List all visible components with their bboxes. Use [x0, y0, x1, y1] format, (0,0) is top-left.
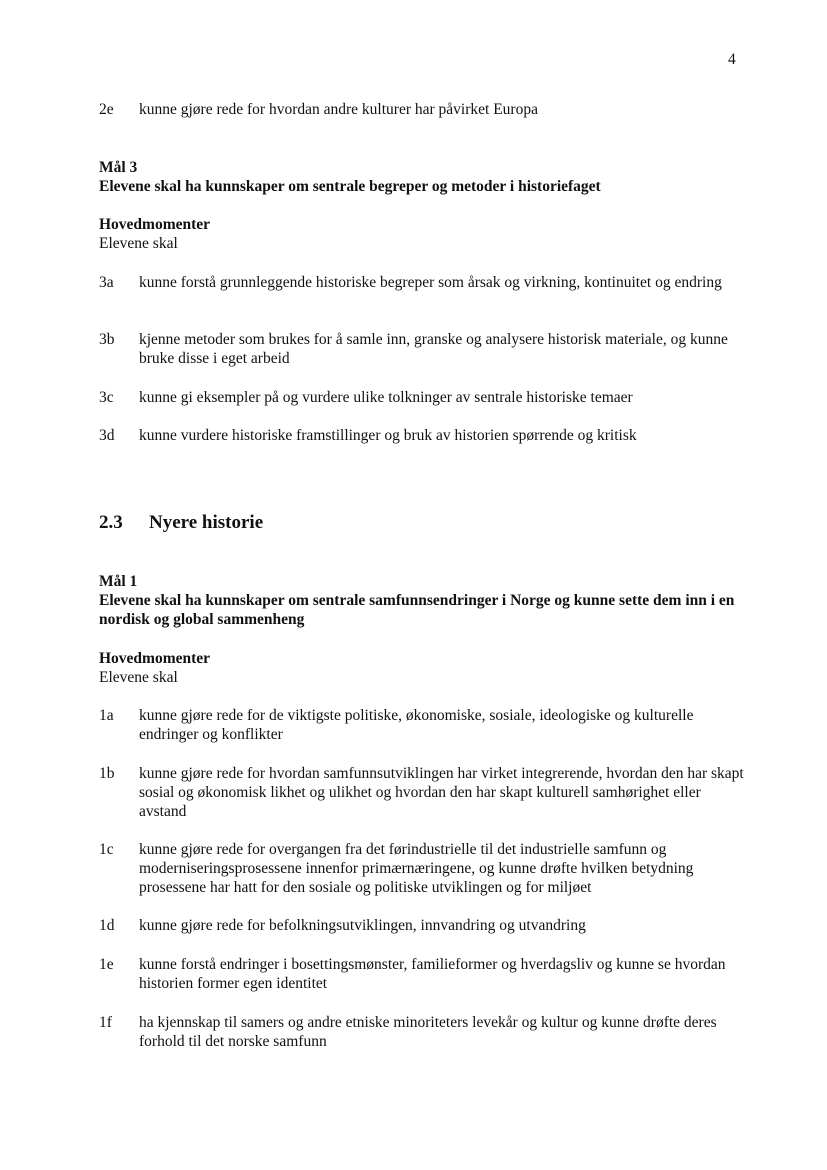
goal-item-1e: [99, 955, 749, 993]
item-text: kunne forstå grunnleggende historiske begreper som årsak og virkning, kontinuitet og endring: [139, 274, 722, 291]
goal1-subject: Elevene skal: [99, 669, 178, 686]
item-text: kunne gjøre rede for de viktigste politiske, økonomiske, sosiale, ideologiske og kulturelle endringer og konflikter: [139, 707, 694, 743]
item-code: 1e: [99, 956, 114, 973]
goal-item-1f: [99, 1013, 749, 1051]
goal-item-1d: [99, 916, 749, 935]
item-code: 3a: [99, 274, 114, 291]
item-text: kunne gi eksempler på og vurdere ulike tolkninger av sentrale historiske temaer: [139, 389, 633, 406]
goal1-title: Mål 1: [99, 573, 138, 590]
goal3-subject: Elevene skal: [99, 235, 178, 252]
goal1-hovedmomenter-label: Hovedmomenter: [99, 650, 211, 667]
goal3-hovedmomenter-label: Hovedmomenter: [99, 216, 211, 233]
item-code: 2e: [99, 101, 114, 118]
item-text: kunne gjøre rede for overgangen fra det førindustrielle til det industrielle samfunn og moderniseringsprosessene innenfor primærnæringene, og kunne drøfte hvilken betydning prosessene har hatt for den sosiale og politiske utviklingen og for miljøet: [139, 841, 694, 896]
goal-item-3c: [99, 388, 749, 407]
goal3-title: Mål 3: [99, 159, 138, 176]
item-code: 1f: [99, 1014, 112, 1031]
page-number: 4: [728, 51, 736, 68]
goal-item-3d: [99, 426, 749, 445]
goal-item-3b: [99, 330, 749, 368]
item-code: 3b: [99, 331, 115, 348]
item-text: kunne vurdere historiske framstillinger og bruk av historien spørrende og kritisk: [139, 427, 637, 444]
section-title: Nyere historie: [149, 512, 264, 533]
goal-item-2e: [99, 100, 749, 119]
item-code: 1a: [99, 707, 114, 724]
item-text: kjenne metoder som brukes for å samle inn, granske og analysere historisk materiale, og kunne bruke disse i eget arbeid: [139, 331, 728, 367]
goal-item-1b: [99, 764, 749, 821]
goal-item-1a: [99, 706, 749, 744]
item-code: 1b: [99, 765, 115, 782]
item-code: 1c: [99, 841, 114, 858]
item-text: kunne gjøre rede for hvordan samfunnsutviklingen har virket integrerende, hvordan den har skapt sosial og økonomisk likhet og ulikhet og hvordan den har skapt kulturell samhørighet eller avstand: [139, 765, 744, 820]
section-heading: [99, 511, 263, 535]
goal3-statement: Elevene skal ha kunnskaper om sentrale begreper og metoder i historiefaget: [99, 178, 601, 195]
goal-item-1c: [99, 840, 749, 897]
item-code: 3d: [99, 427, 115, 444]
goal1-statement: Elevene skal ha kunnskaper om sentrale samfunnsendringer i Norge og kunne sette dem inn i en nordisk og global sammenheng: [99, 592, 735, 628]
goal-item-3a: [99, 273, 749, 292]
item-text: kunne gjøre rede for hvordan andre kulturer har påvirket Europa: [139, 101, 538, 118]
item-code: 1d: [99, 917, 115, 934]
item-text: ha kjennskap til samers og andre etniske minoriteters levekår og kultur og kunne drøfte deres forhold til det norske samfunn: [139, 1014, 717, 1050]
section-number: 2.3: [99, 512, 123, 533]
item-text: kunne forstå endringer i bosettingsmønster, familieformer og hverdagsliv og kunne se hvordan historien former egen identitet: [139, 956, 726, 992]
item-code: 3c: [99, 389, 114, 406]
item-text: kunne gjøre rede for befolkningsutviklingen, innvandring og utvandring: [139, 917, 586, 934]
